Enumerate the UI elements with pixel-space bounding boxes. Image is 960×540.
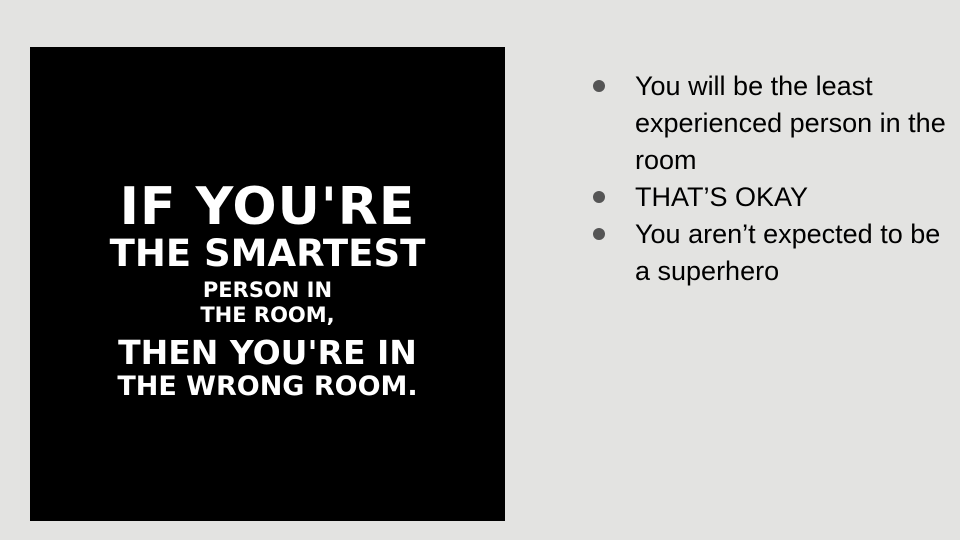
bullet-list bbox=[592, 68, 954, 290]
bullet-dot-icon bbox=[593, 191, 605, 203]
quote-line: THEN YOU'RE IN bbox=[118, 332, 417, 372]
quote-image bbox=[30, 47, 505, 521]
quote-line: THE SMARTEST bbox=[109, 231, 426, 275]
bullet-dot-icon bbox=[593, 228, 605, 240]
bullet-item bbox=[592, 68, 954, 179]
quote-line: THE ROOM, bbox=[200, 302, 335, 327]
bullet-text: You will be the least experienced person in the room bbox=[635, 71, 946, 175]
quote-line: PERSON IN bbox=[202, 277, 333, 302]
bullet-text: You aren’t expected to be a superhero bbox=[635, 219, 941, 286]
quote-line: IF YOU'RE bbox=[119, 176, 416, 237]
bullet-item bbox=[592, 216, 954, 290]
bullet-text: THAT’S OKAY bbox=[635, 182, 809, 212]
bullet-item bbox=[592, 179, 954, 216]
bullet-dot-icon bbox=[593, 80, 605, 92]
quote-line: THE WRONG ROOM. bbox=[117, 370, 418, 402]
